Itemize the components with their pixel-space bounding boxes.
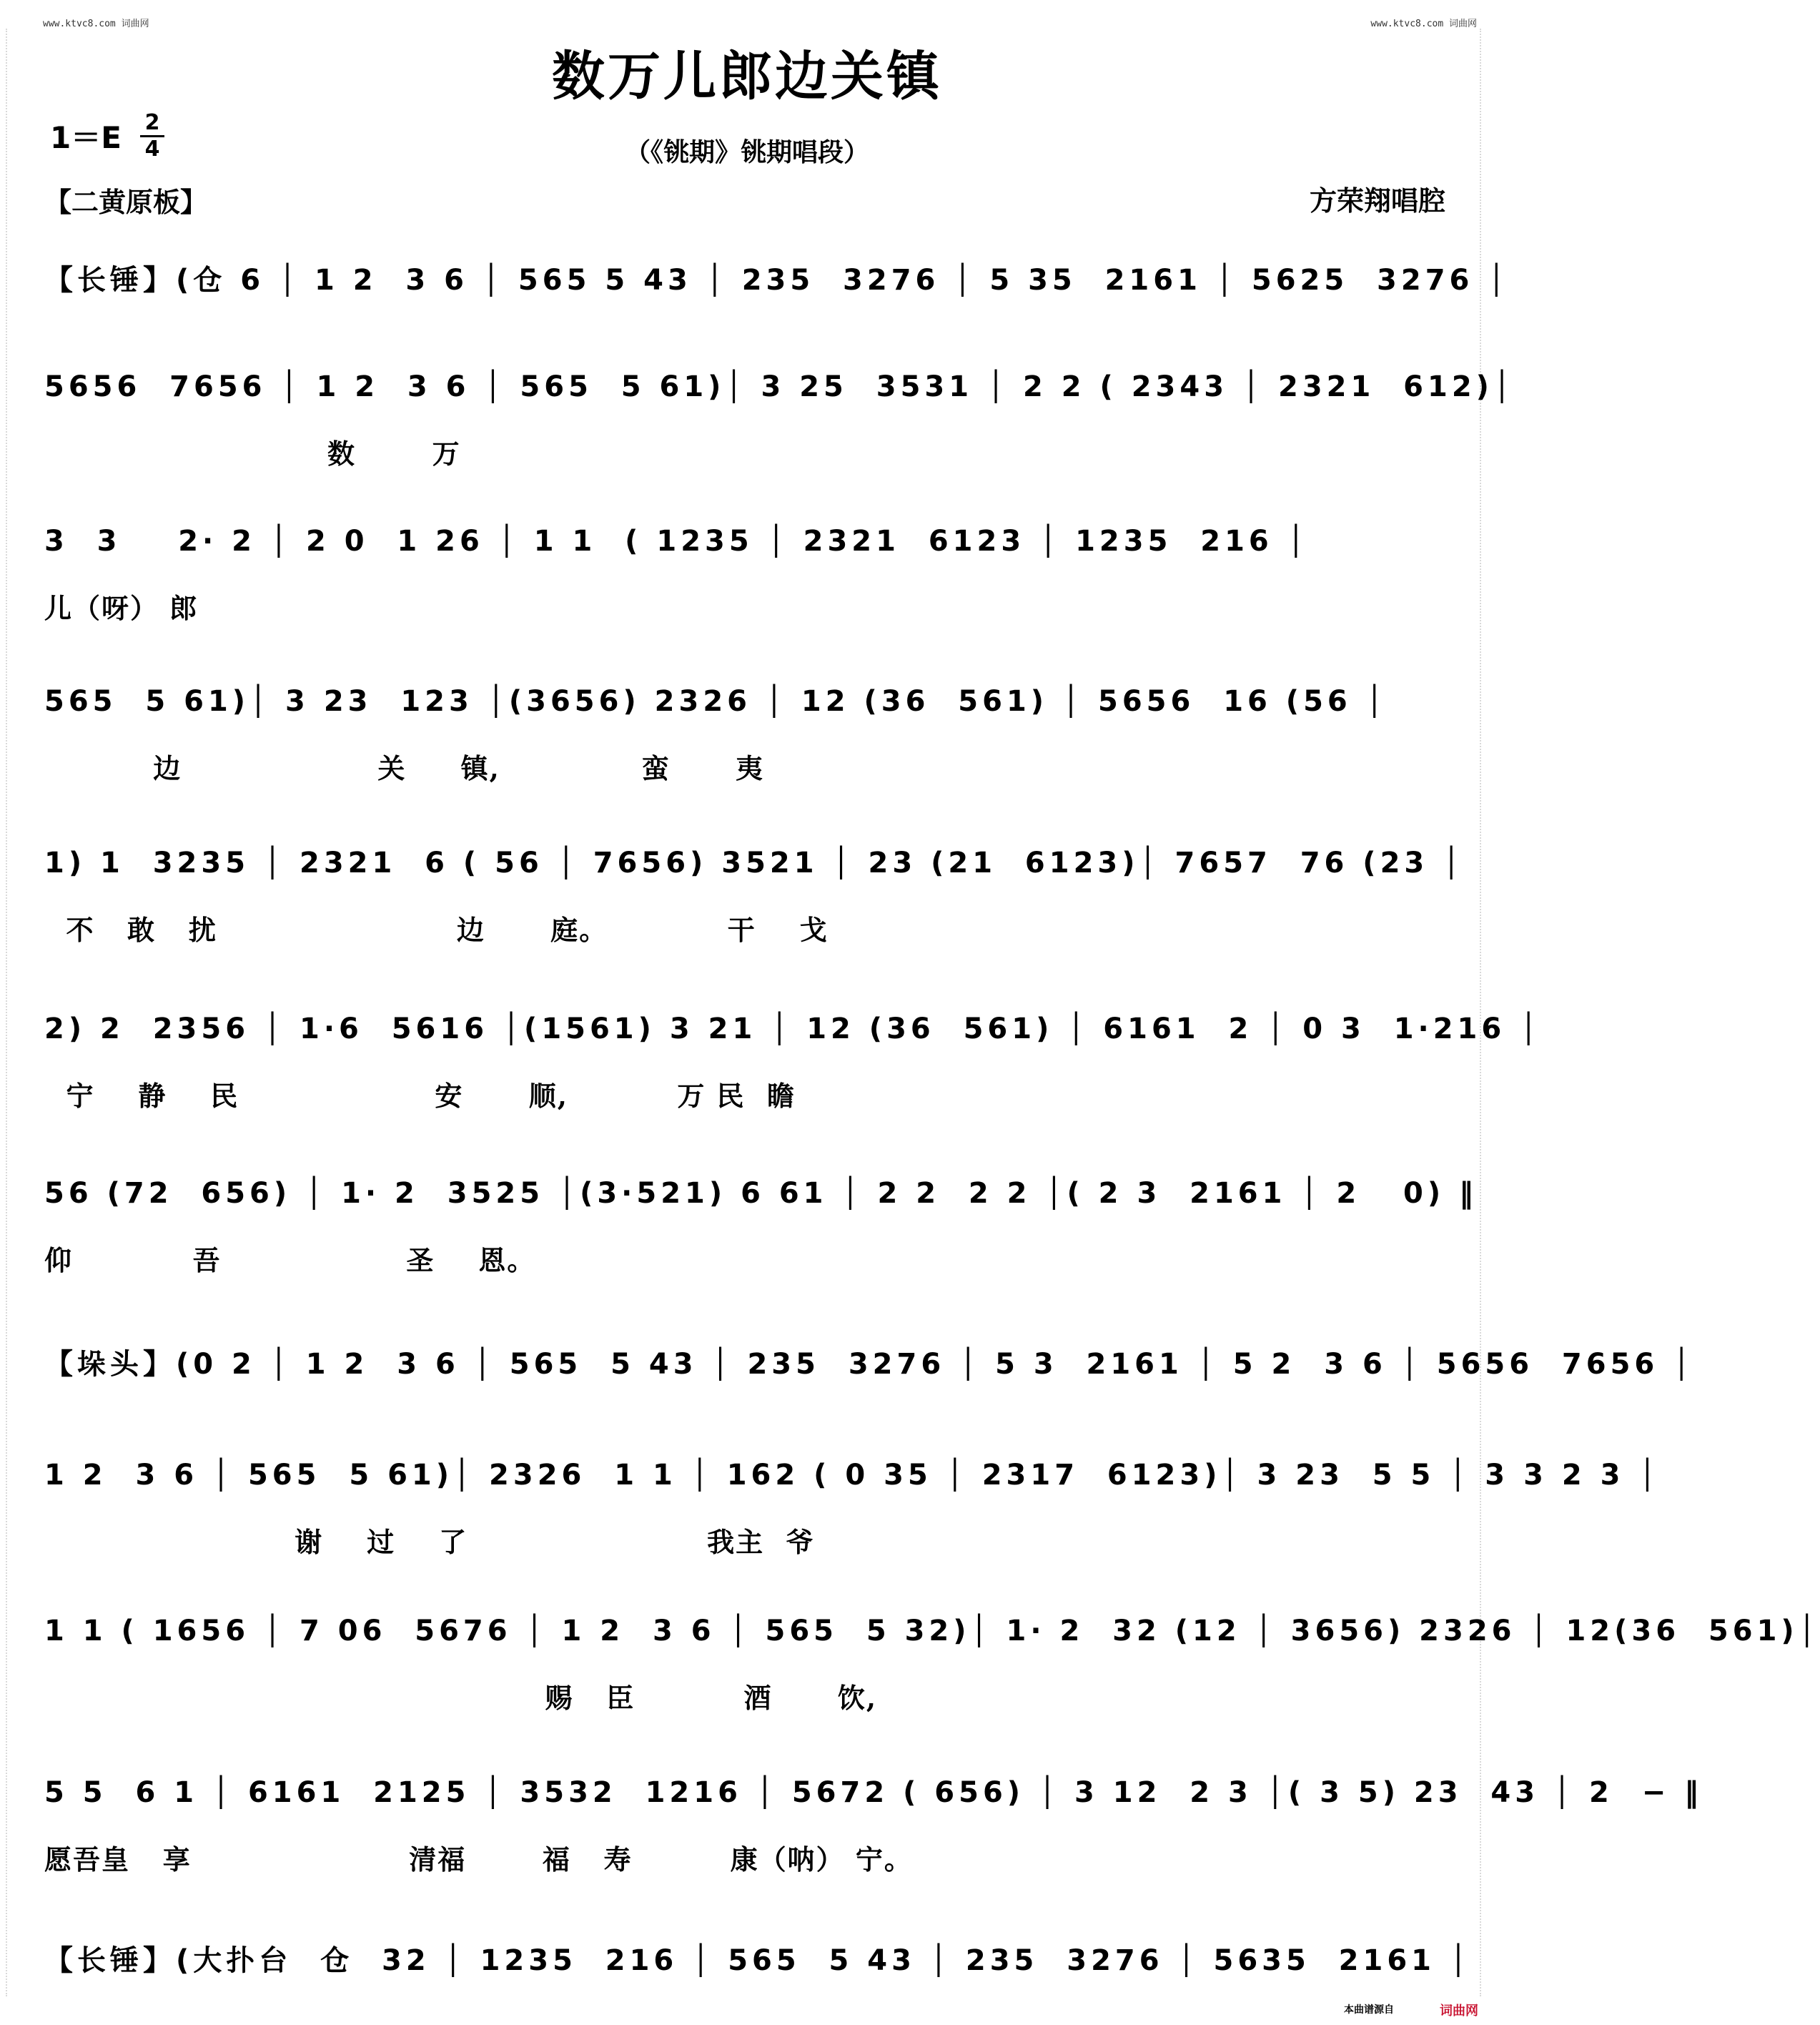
notation-row: 565 5 61)│ 3 23 123 │(3656) 2326 │ 12 (36 561) │ 5656 16 (56 │ [44, 685, 1388, 718]
lyrics-row: 数 万 [44, 438, 461, 470]
notation-row: 【长锤】(仓 6 │ 1 2 3 6 │ 565 5 43 │ 235 3276 │ 5 35 2161 │ 5625 3276 │ [44, 264, 1510, 297]
notation-row: 【垛头】(0 2 │ 1 2 3 6 │ 565 5 43 │ 235 3276 │ 5 3 2161 │ 5 2 3 6 │ 5656 7656 │ [44, 1348, 1695, 1381]
singer-credit: 方荣翔唱腔 [1309, 185, 1445, 217]
lyrics-row: 不 敢 扰 边 庭。 干 戈 [44, 914, 829, 946]
lyrics-row: 赐 臣 酒 饮, [44, 1682, 878, 1714]
time-signature-top: 2 [144, 110, 160, 135]
left-margin-mark [6, 29, 14, 1996]
notation-row: 2) 2 2356 │ 1·6 5616 │(1561) 3 21 │ 12 (36 561) │ 6161 2 │ 0 3 1·216 │ [44, 1012, 1542, 1045]
lyrics-row: 愿吾皇 享 清福 福 寿 康（呐） 宁。 [44, 1843, 913, 1876]
lyrics-row: 谢 过 了 我主 爷 [44, 1526, 815, 1558]
lyrics-row: 宁 静 民 安 顺, 万 民 瞻 [44, 1080, 796, 1112]
lyrics-row: 仰 吾 圣 恩。 [44, 1244, 536, 1276]
banqiang-label: 【二黄原板】 [44, 187, 208, 218]
footer-brand-logo: 词曲网 [1440, 2004, 1478, 2019]
notation-row: 【长锤】(大扑台 仓 32 │ 1235 216 │ 565 5 43 │ 235 3276 │ 5635 2161 │ [44, 1944, 1472, 1977]
lyrics-row: 儿（呀） 郎 [44, 592, 199, 624]
footer-source: 本曲谱源自 [1344, 2004, 1394, 2016]
notation-row: 1 1 ( 1656 │ 7 06 5676 │ 1 2 3 6 │ 565 5 32)│ 1· 2 32 (12 │ 3656) 2326 │ 12(36 561)│ [44, 1615, 1820, 1647]
notation-row: 3 3 2· 2 │ 2 0 1 26 │ 1 1 ( 1235 │ 2321 6123 │ 1235 216 │ [44, 525, 1309, 558]
notation-row: 1 2 3 6 │ 565 5 61)│ 2326 1 1 │ 162 ( 0 35 │ 2317 6123)│ 3 23 5 5 │ 3 3 2 3 │ [44, 1459, 1661, 1492]
site-watermark-left: www.ktvc8.com 词曲网 [43, 19, 149, 29]
key-signature: 1＝E [50, 120, 122, 155]
site-watermark-right: www.ktvc8.com 词曲网 [1370, 19, 1477, 29]
notation-row: 5 5 6 1 │ 6161 2125 │ 3532 1216 │ 5672 ( 656) │ 3 12 2 3 │( 3 5) 23 43 │ 2 − ‖ [44, 1776, 1703, 1809]
notation-row: 56 (72 656) │ 1· 2 3525 │(3·521) 6 61 │ 2 2 2 2 │( 2 3 2161 │ 2 0) ‖ [44, 1177, 1478, 1210]
notation-row: 1) 1 3235 │ 2321 6 ( 56 │ 7656) 3521 │ 23 (21 6123)│ 7657 76 (23 │ [44, 847, 1465, 880]
lyrics-row: 边 关 镇, 蛮 夷 [44, 752, 765, 784]
notation-row: 5656 7656 │ 1 2 3 6 │ 565 5 61)│ 3 25 3531 │ 2 2 ( 2343 │ 2321 612)│ [44, 370, 1515, 403]
subtitle: （《铫期》铫期唱段） [624, 138, 869, 167]
time-signature-bottom: 4 [144, 137, 160, 162]
song-title: 数万儿郎边关镇 [552, 46, 942, 107]
